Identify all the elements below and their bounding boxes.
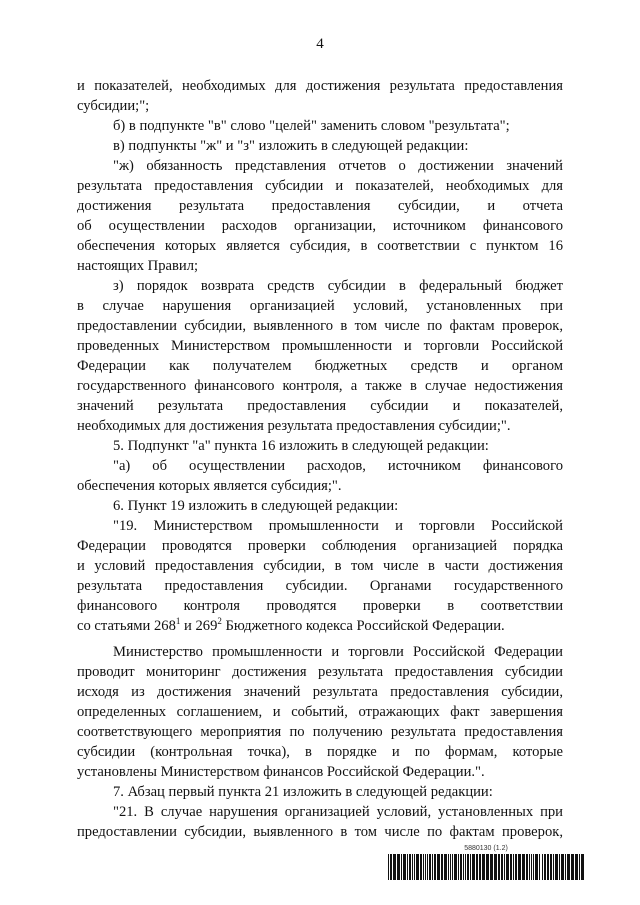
text-line: результата предоставления субсидии. Органами государственного [77, 578, 563, 594]
text-line: з) порядок возврата средств субсидии в федеральный бюджет [113, 278, 563, 294]
text-line: 5. Подпункт "а" пункта 16 изложить в следующей редакции: [113, 438, 489, 454]
text-line: установлены Министерством финансов Российской Федерации.". [77, 764, 485, 780]
barcode-block [388, 844, 584, 880]
text-line: "21. В случае нарушения организацией условий, установленных при [113, 804, 563, 820]
text-line: государственного финансового контроля, а также в случае недостижения [77, 378, 563, 394]
text-line: проводит мониторинг достижения результата предоставления субсидии [77, 664, 563, 680]
text-line: "а) об осуществлении расходов, источником финансового [113, 458, 563, 474]
text-line: финансового контроля проводятся проверки в соответствии [77, 598, 563, 614]
barcode-code: 5880130 (1.2) [464, 845, 508, 852]
articles-suffix: Бюджетного кодекса Российской Федерации. [221, 618, 505, 634]
text-line: необходимых для достижения результата предоставления субсидии;". [77, 418, 511, 434]
text-line: и показателей, необходимых для достижения результата предоставления [77, 78, 563, 94]
text-line: 6. Пункт 19 изложить в следующей редакции: [113, 498, 399, 514]
text-line: обеспечения которых является субсидия;". [77, 478, 342, 494]
text-line: проведенных Министерством промышленности и торговли Российской [77, 338, 563, 354]
articles-prefix: со статьями 268 [77, 618, 176, 634]
text-line: субсидии (контрольная точка), в порядке и по формам, которые [77, 744, 563, 760]
text-line: в случае нарушения организацией условий, установленных при [77, 298, 563, 314]
text-line: исходя из достижения значений результата предоставления субсидии, [77, 684, 563, 700]
text-line: предоставлении субсидии, выявленного в том числе по фактам проверок, [77, 824, 563, 840]
superscript: 2 [217, 616, 222, 626]
text-line: обеспечения которых является субсидия, в соответствии с пунктом 16 [77, 238, 563, 254]
document-body [77, 76, 563, 842]
text-line: "19. Министерством промышленности и торговли Российской [113, 518, 563, 534]
text-line: Федерации как получателем бюджетных средств и органом [77, 358, 563, 374]
text-line: значений результата предоставления субсидии и показателей, [77, 398, 563, 414]
text-line: субсидии;"; [77, 98, 150, 114]
text-line: в) подпункты "ж" и "з" изложить в следующей редакции: [113, 138, 469, 154]
text-line: и условий предоставления субсидии, в том числе в части достижения [77, 558, 563, 574]
text-line: настоящих Правил; [77, 258, 199, 274]
text-line: 7. Абзац первый пункта 21 изложить в следующей редакции: [113, 784, 493, 800]
articles-middle: и 269 [180, 618, 218, 634]
text-line: соответствующего мероприятия по получению результата предоставления [77, 724, 563, 740]
page-number: 4 [316, 36, 324, 52]
text-line: достижения результата предоставления субсидии, и отчета [77, 198, 563, 214]
superscript: 1 [175, 616, 181, 626]
text-line: Федерации проводятся проверки соблюдения организацией порядка [77, 538, 563, 554]
text-line: определенных соглашением, и событий, отражающих факт завершения [77, 704, 563, 720]
text-line: Министерство промышленности и торговли Российской Федерации [113, 644, 563, 660]
text-line: "ж) обязанность представления отчетов о достижении значений [113, 158, 563, 174]
text-line-articles [77, 616, 563, 636]
text-line: предоставлении субсидии, выявленного в том числе по фактам проверок, [77, 318, 563, 334]
barcode-icon [388, 854, 584, 880]
text-line: б) в подпункте "в" слово "целей" заменить словом "результата"; [113, 118, 510, 134]
text-line: об осуществлении расходов организации, источником финансового [77, 218, 563, 234]
text-line: результата предоставления субсидии и показателей, необходимых для [77, 178, 563, 194]
